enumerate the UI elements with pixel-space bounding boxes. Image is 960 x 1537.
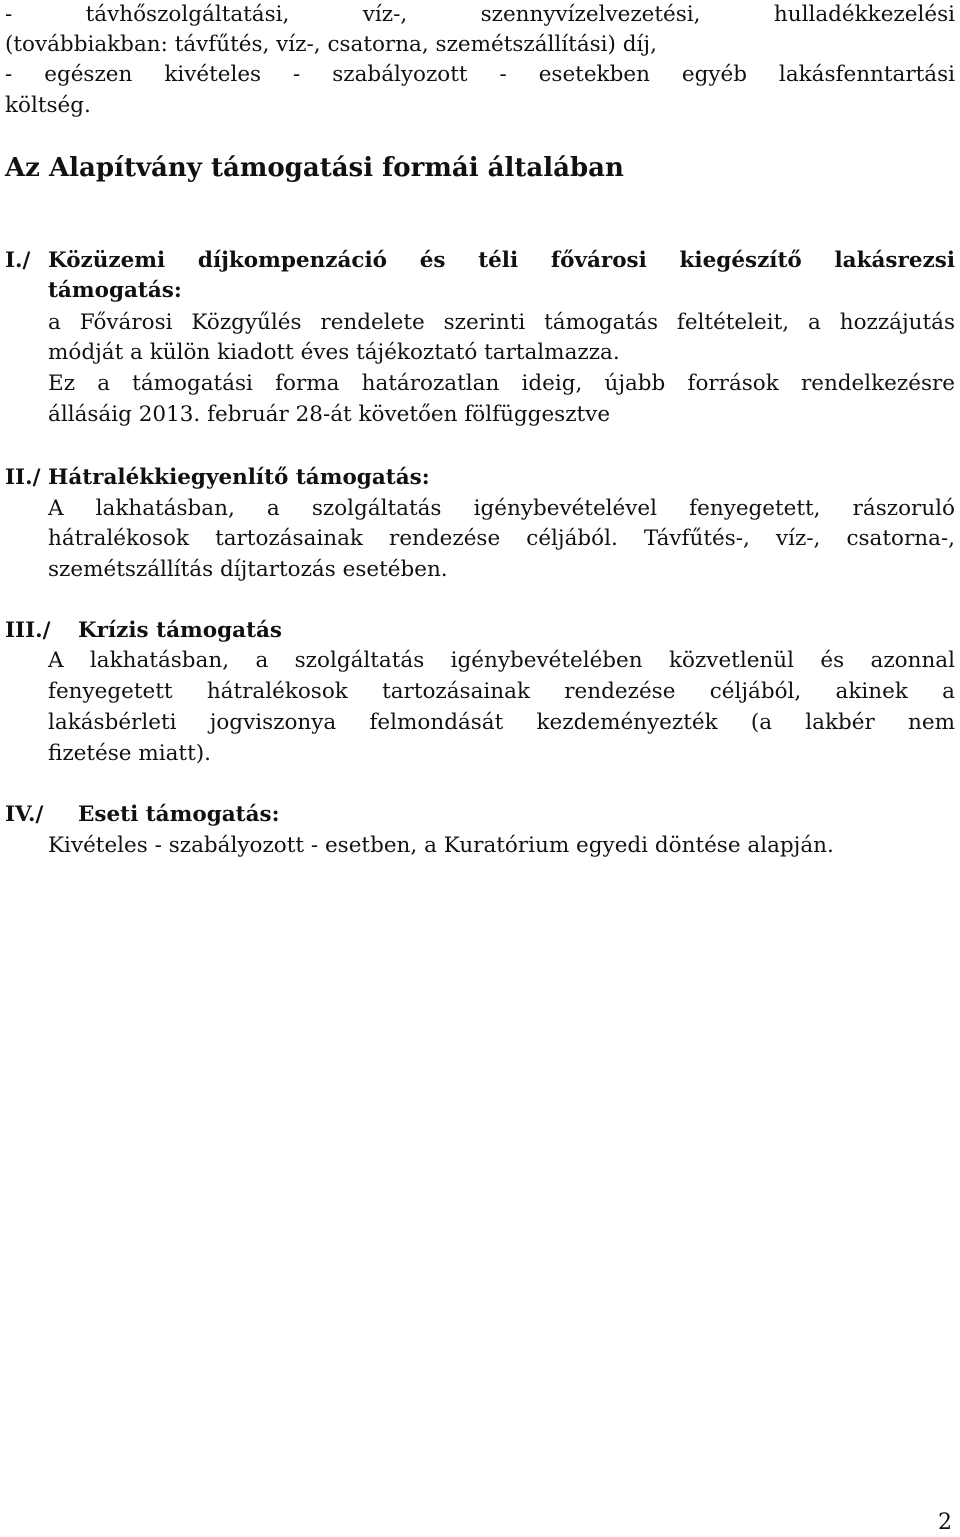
section-1-number-label: I./ <box>5 248 31 273</box>
section-1-body-line-1: a Fővárosi Közgyűlés rendelete szerinti támogatás feltételeit, a hozzájutás <box>48 310 955 335</box>
section-2-number-label: II./ <box>5 465 41 490</box>
intro-line-2: (továbbiakban: távfűtés, víz-, csatorna, szemétszállítási) díj, <box>5 32 657 57</box>
section-2-body-line-2: hátralékosok tartozásainak rendezése céljából. Távfűtés-, víz-, csatorna-, <box>48 526 955 551</box>
section-2-number <box>5 463 40 493</box>
section-2-body-line-3: szemétszállítás díjtartozás esetében. <box>48 557 448 582</box>
section-4-body-line-1: Kivételes - szabályozott - esetben, a Kuratórium egyedi döntése alapján. <box>48 833 834 858</box>
section-1-number <box>5 246 30 276</box>
section-heading: Az Alapítvány támogatási formái általában <box>5 153 624 183</box>
section-4-number <box>5 800 43 830</box>
section-3-body-line-4: fizetése miatt). <box>48 741 211 766</box>
section-4-number-label: IV./ <box>5 802 44 827</box>
section-3-body-line-1: A lakhatásban, a szolgáltatás igénybevételében közvetlenül és azonnal <box>48 648 955 673</box>
section-1-title-line-1: Közüzemi díjkompenzáció és téli fővárosi kiegészítő lakásrezsi <box>48 248 955 273</box>
section-3-body-line-3: lakásbérleti jogviszonya felmondását kezdeményezték (a lakbér nem <box>48 710 955 735</box>
section-3-body-line-2: fenyegetett hátralékosok tartozásainak rendezése céljából, akinek a <box>48 679 955 704</box>
section-3-title: Krízis támogatás <box>78 618 283 643</box>
section-2-title: Hátralékkiegyenlítő támogatás: <box>48 465 430 490</box>
section-1-body-line-2: módját a külön kiadott éves tájékoztató tartalmazza. <box>48 340 620 365</box>
section-4-title: Eseti támogatás: <box>78 802 280 827</box>
section-3-number <box>5 616 51 646</box>
section-1-body-line-3: Ez a támogatási forma határozatlan ideig, újabb források rendelkezésre <box>48 371 955 396</box>
section-3-number-label: III./ <box>5 618 51 643</box>
section-1-body-line-4: állásáig 2013. február 28-át követően fölfüggesztve <box>48 402 611 427</box>
section-1-title-line-2: támogatás: <box>48 278 182 303</box>
page-number: 2 <box>938 1510 952 1535</box>
intro-line-3: - egészen kivételes - szabályozott - esetekben egyéb lakásfenntartási <box>5 62 955 87</box>
section-2-body-line-1: A lakhatásban, a szolgáltatás igénybevételével fenyegetett, rászoruló <box>48 496 955 521</box>
intro-line-1: - távhőszolgáltatási, víz-, szennyvízelvezetési, hulladékkezelési <box>5 2 955 27</box>
intro-line-4: költség. <box>5 93 91 118</box>
